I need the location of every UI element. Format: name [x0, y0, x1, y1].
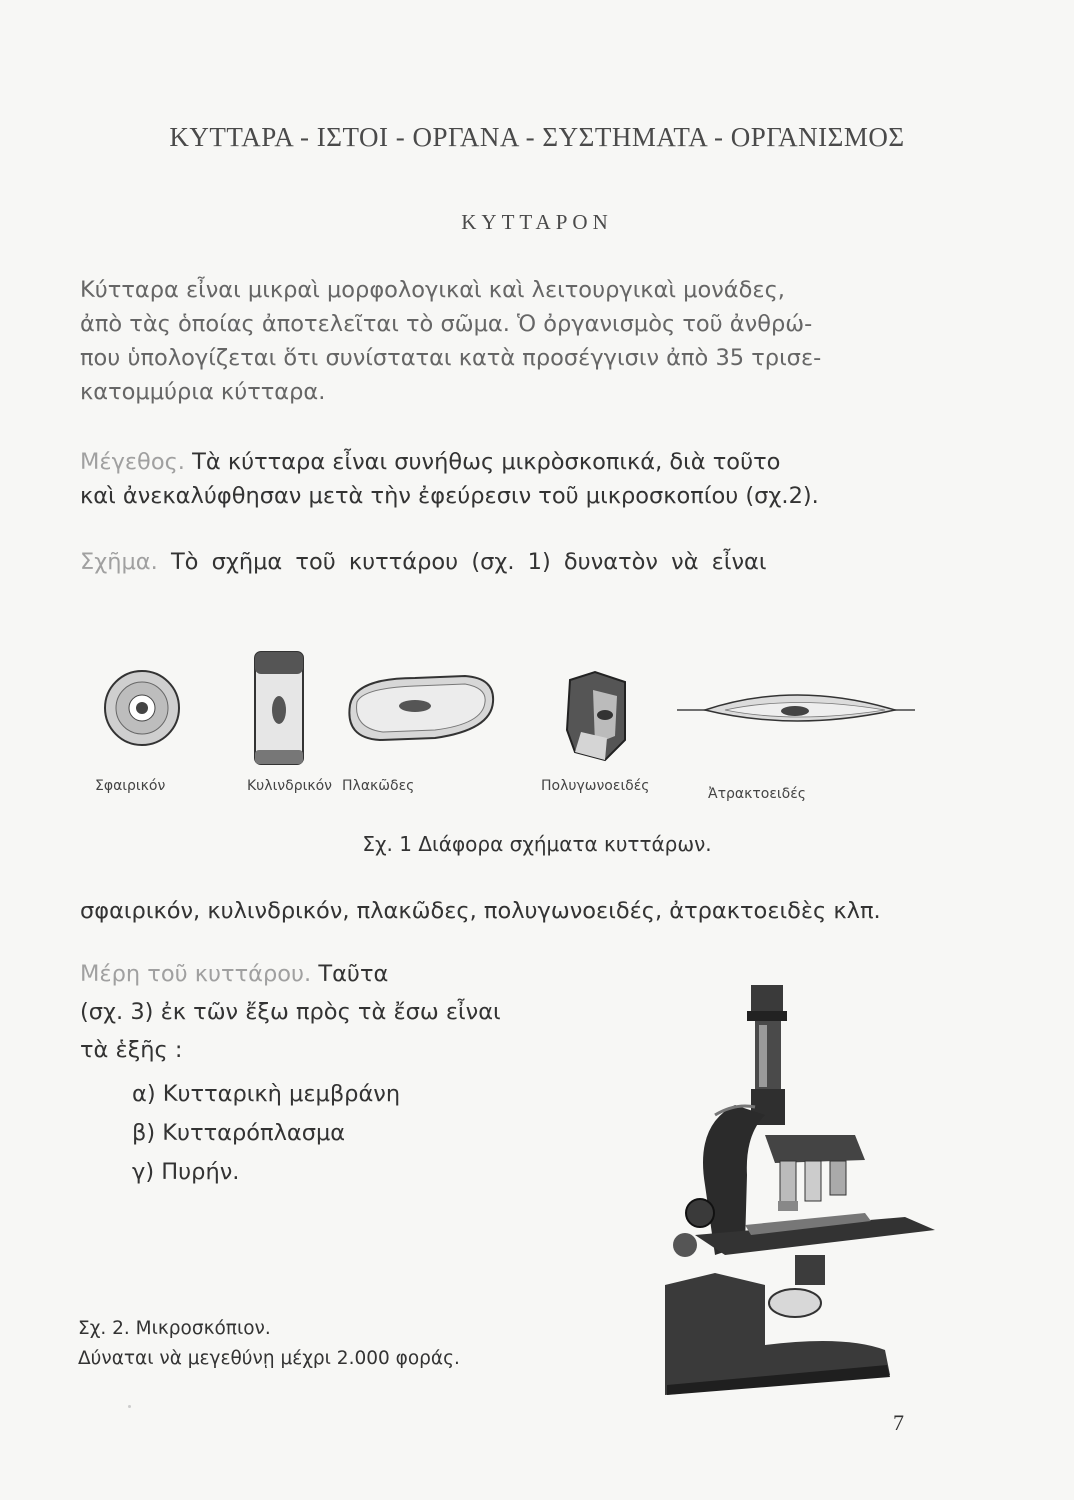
polygonal-cell-drawing: [567, 672, 625, 760]
shape-paragraph: [80, 545, 940, 579]
shape-heading: Σχῆμα.: [80, 549, 158, 575]
label-spherical: Σφαιρικόν: [95, 778, 166, 794]
list-item: γ) Πυρήν.: [132, 1159, 240, 1185]
shape-text: Τὸ σχῆμα τοῦ κυττάρου (σχ. 1) δυνατὸν νὰ εἶναι: [170, 549, 767, 575]
size-text-1: Τὰ κύτταρα εἶναι συνήθως μικρὸσκοπικά, διὰ τοῦτο: [192, 449, 781, 475]
cell-shapes-figure: [95, 640, 965, 830]
intro-line-1: Κύτταρα εἶναι μικραὶ μορφολογικαὶ καὶ λειτουργικαὶ μονάδες,: [80, 277, 785, 303]
parts-text-1: Ταῦτα: [318, 961, 389, 987]
shapes-line: σφαιρικόν, κυλινδρικόν, πλακῶδες, πολυγωνοειδές, ἀτρακτοειδὲς κλπ.: [80, 898, 881, 924]
spindle-cell-drawing: [677, 695, 915, 721]
intro-line-4: κατομμύρια κύτταρα.: [80, 379, 326, 405]
label-spindle: Ἀτρακτοειδές: [708, 786, 807, 802]
size-heading: Μέγεθος.: [80, 449, 185, 475]
figure2-caption-line-1: Σχ. 2. Μικροσκόπιον.: [78, 1318, 271, 1339]
label-flat: Πλακῶδες: [342, 778, 415, 794]
label-polygonal: Πολυγωνοειδές: [541, 778, 650, 794]
size-text-2: καὶ ἀνεκαλύφθησαν μετὰ τὴν ἐφεύρεσιν τοῦ μικροσκοπίου (σχ.2).: [80, 483, 819, 509]
figure2-caption-line-2: Δύναται νὰ μεγεθύνῃ μέχρι 2.000 φοράς.: [78, 1348, 460, 1369]
page-number: 7: [893, 1410, 904, 1435]
flat-cell-drawing: [349, 676, 493, 740]
intro-line-3: που ὑπολογίζεται ὅτι συνίσταται κατὰ προσέγγισιν ἀπὸ 35 τρισε-: [80, 345, 822, 371]
parts-heading: Μέρη τοῦ κυττάρου.: [80, 961, 312, 987]
chapter-title: ΚΥΤΤΑΡΑ - ΙΣΤΟΙ - ΟΡΓΑΝΑ - ΣΥΣΤΗΜΑΤΑ - ΟΡΓΑΝΙΣΜΟΣ: [169, 122, 905, 152]
size-paragraph: [80, 445, 940, 513]
list-item: β) Κυτταρόπλασμα: [132, 1120, 346, 1146]
section-title: ΚΥΤΤΑΡΟΝ: [461, 210, 613, 234]
microscope-illustration: [655, 985, 955, 1395]
cylindrical-cell-drawing: [255, 652, 303, 764]
parts-text-2: (σχ. 3) ἐκ τῶν ἔξω πρὸς τὰ ἔσω εἶναι: [80, 999, 501, 1025]
parts-list: [132, 1075, 400, 1192]
label-cylindrical: Κυλινδρικόν: [247, 778, 332, 794]
figure1-caption: Σχ. 1 Διάφορα σχήματα κυττάρων.: [362, 832, 712, 856]
intro-line-2: ἀπὸ τὰς ὁποίας ἀποτελεῖται τὸ σῶμα. Ὁ ὀργανισμὸς τοῦ ἀνθρώ-: [80, 311, 813, 337]
intro-paragraph: [80, 273, 940, 409]
spherical-cell-drawing: [105, 671, 179, 745]
list-item: α) Κυτταρικὴ μεμβράνη: [132, 1081, 401, 1107]
scan-speck: [128, 1405, 131, 1408]
parts-paragraph: [80, 955, 590, 1069]
parts-text-3: τὰ ἑξῆς :: [80, 1037, 183, 1063]
